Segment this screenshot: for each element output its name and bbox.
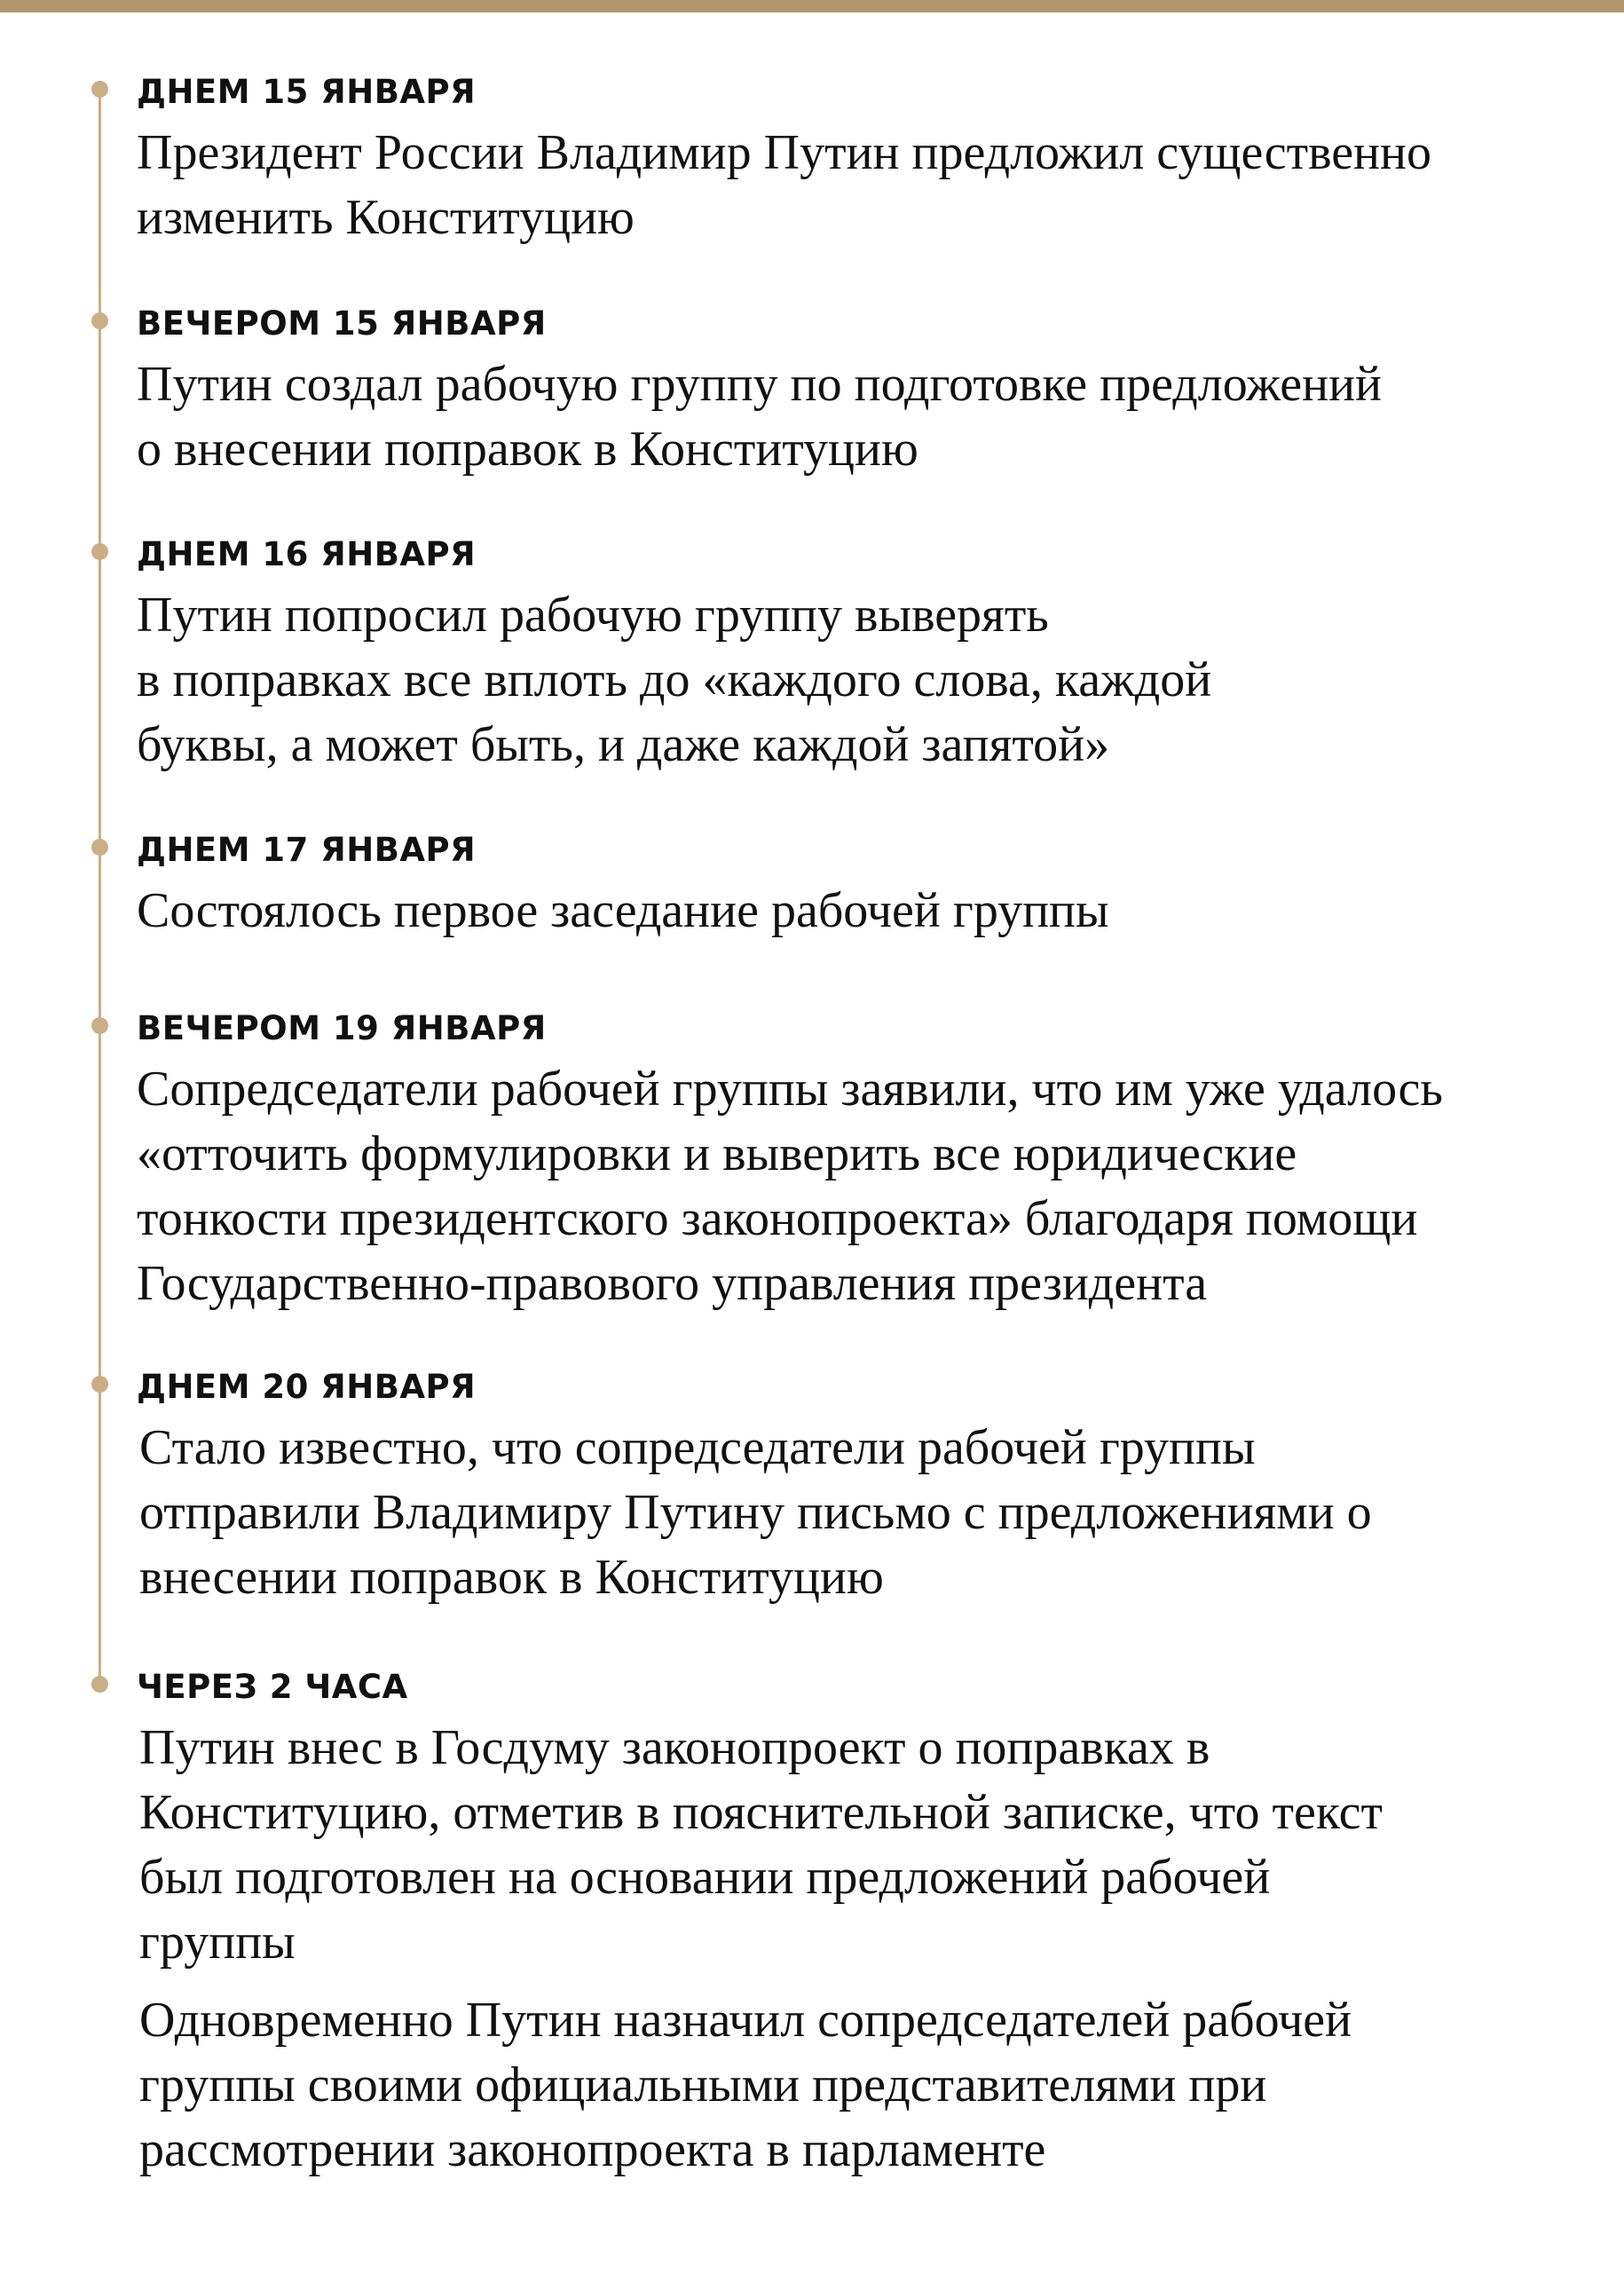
- event-date: ВЕЧЕРОМ 15 ЯНВАРЯ: [137, 304, 547, 343]
- timeline-dot: [91, 543, 108, 560]
- event-date: ДНЕМ 15 ЯНВАРЯ: [137, 73, 477, 111]
- event-text: Президент России Владимир Путин предложил существенно изменить Конституцию: [137, 125, 1431, 245]
- event-date: ДНЕМ 20 ЯНВАРЯ: [137, 1368, 477, 1406]
- timeline-dot: [91, 81, 108, 98]
- timeline-dot: [91, 1676, 108, 1693]
- event-date: ЧЕРЕЗ 2 ЧАСА: [137, 1668, 408, 1706]
- timeline-dot: [91, 312, 108, 329]
- event-date: ВЕЧЕРОМ 19 ЯНВАРЯ: [137, 1009, 547, 1047]
- event-date: ДНЕМ 16 ЯНВАРЯ: [137, 535, 477, 573]
- event-text: Состоялось первое заседание рабочей группы: [137, 883, 1109, 938]
- closing-paragraph: Одновременно Путин назначил сопредседателей рабочей группы своими официальными представителями при рассмотрении законопроекта в парламенте: [139, 1993, 1352, 2177]
- event-text: Сопредседатели рабочей группы заявили, что им уже удалось «отточить формулировки и выверить все юридические тонкости президентского законопроекта» благодаря помощи Государственно-правового управления президента: [137, 1062, 1443, 1311]
- event-text: Путин создал рабочую группу по подготовке предложений о внесении поправок в Конституцию: [137, 357, 1383, 477]
- event-text: Путин внес в Госдуму законопроект о поправках в Конституцию, отметив в пояснительной записке, что текст был подготовлен на основании предложений рабочей группы: [139, 1720, 1383, 1970]
- timeline-dot: [91, 839, 108, 856]
- event-text: Стало известно, что сопредседатели рабочей группы отправили Владимиру Путину письмо с предложениями о внесении поправок в Конституцию: [139, 1420, 1372, 1605]
- event-date: ДНЕМ 17 ЯНВАРЯ: [137, 831, 477, 869]
- timeline-dot: [91, 1017, 108, 1034]
- event-text: Путин попросил рабочую группу выверять в поправках все вплоть до «каждого слова, каждой буквы, а может быть, и даже каждой запятой»: [137, 588, 1212, 772]
- timeline-dot: [91, 1376, 108, 1393]
